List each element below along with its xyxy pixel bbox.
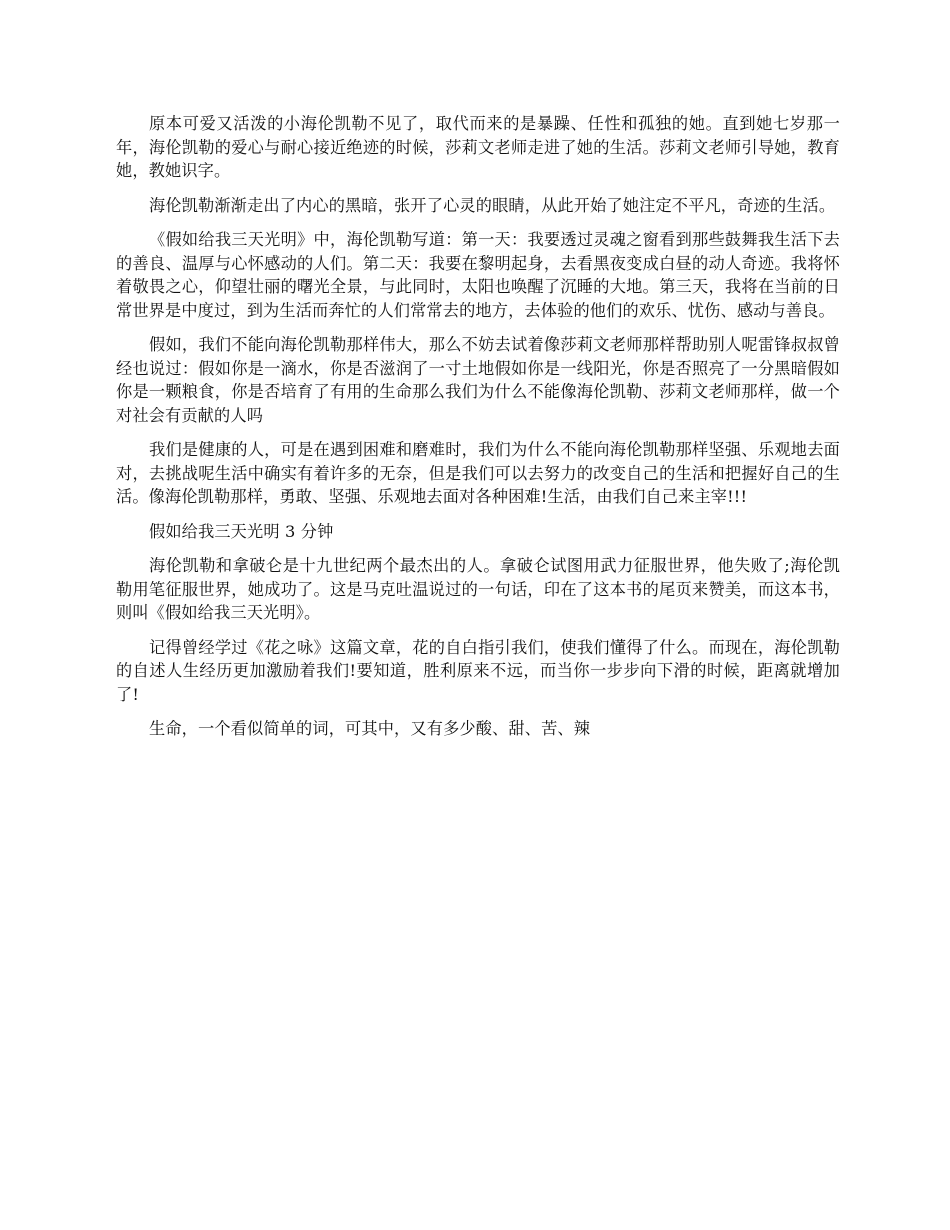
section-heading: 假如给我三天光明 3 分钟: [149, 521, 334, 541]
document-body: [116, 112, 840, 752]
paragraph-7: 记得曾经学过《花之咏》这篇文章，花的自白指引我们，使我们懂得了什么。而现在，海伦凯勒的自述人生经历更加激励着我们!要知道，胜利原来不远，而当你一步步向下滑的时候，距离就增加了!: [116, 637, 840, 704]
paragraph-6: 海伦凯勒和拿破仑是十九世纪两个最杰出的人。拿破仑试图用武力征服世界，他失败了;海伦凯勒用笔征服世界，她成功了。这是马克吐温说过的一句话，印在了这本书的尾页来赞美，而这本书，则叫《假如给我三天光明》。: [116, 556, 840, 622]
paragraph-5: 我们是健康的人，可是在遇到困难和磨难时，我们为什么不能向海伦凯勒那样坚强、乐观地去面对，去挑战呢生活中确实有着许多的无奈，但是我们可以去努力的改变自己的生活和把握好自己的生活。像海伦凯勒那样，勇敢、坚强、乐观地去面对各种困难!生活，由我们自己来主宰!!!: [116, 440, 840, 506]
paragraph-4: 假如，我们不能向海伦凯勒那样伟大，那么不妨去试着像莎莉文老师那样帮助别人呢雷锋叔叔曾经也说过：假如你是一滴水，你是否滋润了一寸土地假如你是一线阳光，你是否照亮了一分黑暗假如你是一颗粮食，你是否培育了有用的生命那么我们为什么不能像海伦凯勒、莎莉文老师那样，做一个对社会有贡献的人吗: [116, 335, 840, 425]
paragraph-3: 《假如给我三天光明》中，海伦凯勒写道：第一天：我要透过灵魂之窗看到那些鼓舞我生活下去的善良、温厚与心怀感动的人们。第二天：我要在黎明起身，去看黑夜变成白昼的动人奇迹。我将怀着敬畏之心，仰望壮丽的曙光全景，与此同时，太阳也唤醒了沉睡的大地。第三天，我将在当前的日常世界是中度过，到为生活而奔忙的人们常常去的地方，去体验的他们的欢乐、忧伤、感动与善良。: [116, 230, 840, 320]
paragraph-1: 原本可爱又活泼的小海伦凯勒不见了，取代而来的是暴躁、任性和孤独的她。直到她七岁那一年，海伦凯勒的爱心与耐心接近绝迹的时候，莎莉文老师走进了她的生活。莎莉文老师引导她，教育她，教她识字。: [116, 114, 840, 180]
paragraph-8: 生命，一个看似简单的词，可其中，又有多少酸、甜、苦、辣: [149, 719, 591, 738]
paragraph-2: 海伦凯勒渐渐走出了内心的黑暗，张开了心灵的眼睛，从此开始了她注定不平凡，奇迹的生活。: [149, 195, 836, 215]
